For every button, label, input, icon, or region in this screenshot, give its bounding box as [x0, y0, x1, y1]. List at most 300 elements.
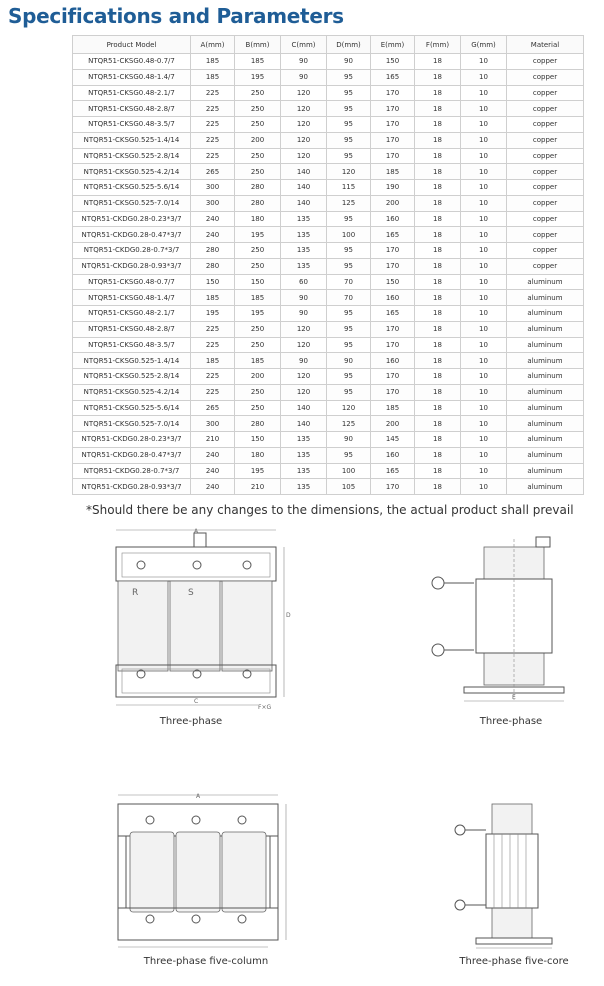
table-cell: 240 — [191, 463, 235, 479]
table-cell: NTQR51-CKSG0.48-2.8/7 — [73, 101, 191, 117]
table-cell: 18 — [415, 195, 461, 211]
table-cell: 90 — [281, 54, 327, 70]
table-cell: 140 — [281, 164, 327, 180]
table-cell: 200 — [371, 416, 415, 432]
table-cell: 225 — [191, 117, 235, 133]
table-cell: NTQR51-CKDG0.28-0.47*3/7 — [73, 447, 191, 463]
table-cell: 170 — [371, 117, 415, 133]
table-cell: aluminum — [507, 321, 584, 337]
table-cell: 150 — [191, 274, 235, 290]
table-row — [73, 353, 584, 369]
table-cell: 165 — [371, 463, 415, 479]
table-cell: NTQR51-CKSG0.525-5.6/14 — [73, 400, 191, 416]
table-cell: 18 — [415, 258, 461, 274]
table-row — [73, 117, 584, 133]
table-cell: aluminum — [507, 337, 584, 353]
table-cell: 95 — [327, 321, 371, 337]
table-row — [73, 321, 584, 337]
table-cell: 18 — [415, 274, 461, 290]
column-header: C(mm) — [281, 36, 327, 54]
table-cell: 160 — [371, 447, 415, 463]
table-cell: 250 — [235, 164, 281, 180]
table-cell: 195 — [235, 306, 281, 322]
three-phase-five-core-diagram — [446, 800, 566, 950]
table-row — [73, 400, 584, 416]
column-header: E(mm) — [371, 36, 415, 54]
table-cell: 225 — [191, 132, 235, 148]
table-row — [73, 54, 584, 70]
table-cell: 90 — [281, 306, 327, 322]
table-cell: 18 — [415, 463, 461, 479]
caption-three-phase-five-column: Three-phase five-column — [143, 956, 269, 967]
table-cell: copper — [507, 227, 584, 243]
table-cell: 195 — [235, 69, 281, 85]
table-cell: copper — [507, 117, 584, 133]
table-cell: NTQR51-CKSG0.525-1.4/14 — [73, 353, 191, 369]
table-cell: NTQR51-CKSG0.48-1.4/7 — [73, 69, 191, 85]
table-cell: NTQR51-CKSG0.48-1.4/7 — [73, 290, 191, 306]
table-cell: 10 — [461, 384, 507, 400]
table-cell: 115 — [327, 180, 371, 196]
table-cell: 280 — [235, 416, 281, 432]
table-cell: 195 — [191, 306, 235, 322]
table-cell: 185 — [235, 290, 281, 306]
table-cell: NTQR51-CKDG0.28-0.7*3/7 — [73, 463, 191, 479]
table-cell: 18 — [415, 180, 461, 196]
table-cell: 18 — [415, 306, 461, 322]
table-cell: 280 — [191, 243, 235, 259]
table-cell: 18 — [415, 447, 461, 463]
table-cell: 10 — [461, 290, 507, 306]
table-cell: 250 — [235, 400, 281, 416]
column-header: A(mm) — [191, 36, 235, 54]
table-cell: 95 — [327, 337, 371, 353]
table-cell: copper — [507, 148, 584, 164]
table-cell: 18 — [415, 479, 461, 495]
table-cell: NTQR51-CKSG0.525-7.0/14 — [73, 195, 191, 211]
table-cell: 250 — [235, 148, 281, 164]
table-row — [73, 85, 584, 101]
table-cell: 18 — [415, 117, 461, 133]
table-cell: 185 — [191, 353, 235, 369]
table-cell: 18 — [415, 353, 461, 369]
table-cell: 240 — [191, 211, 235, 227]
table-cell: 18 — [415, 416, 461, 432]
table-cell: 90 — [327, 432, 371, 448]
table-cell: 280 — [235, 195, 281, 211]
table-cell: 170 — [371, 479, 415, 495]
table-cell: copper — [507, 85, 584, 101]
table-cell: copper — [507, 195, 584, 211]
table-cell: 185 — [191, 69, 235, 85]
table-cell: 70 — [327, 274, 371, 290]
table-cell: aluminum — [507, 432, 584, 448]
table-cell: 140 — [281, 180, 327, 196]
table-cell: 95 — [327, 117, 371, 133]
table-cell: 10 — [461, 227, 507, 243]
table-cell: 90 — [281, 353, 327, 369]
table-cell: 150 — [371, 54, 415, 70]
table-cell: NTQR51-CKSG0.48-3.5/7 — [73, 117, 191, 133]
table-cell: 135 — [281, 243, 327, 259]
table-cell: 10 — [461, 243, 507, 259]
table-cell: 18 — [415, 227, 461, 243]
table-cell: 280 — [191, 258, 235, 274]
table-cell: copper — [507, 164, 584, 180]
table-cell: 185 — [191, 54, 235, 70]
table-cell: 225 — [191, 384, 235, 400]
table-row — [73, 337, 584, 353]
table-row — [73, 416, 584, 432]
table-row — [73, 258, 584, 274]
table-cell: 170 — [371, 384, 415, 400]
table-cell: aluminum — [507, 416, 584, 432]
table-cell: NTQR51-CKSG0.48-0.7/7 — [73, 274, 191, 290]
table-row — [73, 148, 584, 164]
caption-three-phase-five-core: Three-phase five-core — [459, 956, 569, 967]
three-phase-front-diagram — [108, 527, 298, 712]
dimension-note: *Should there be any changes to the dimensions, the actual product shall prevail — [86, 503, 574, 517]
column-header: B(mm) — [235, 36, 281, 54]
table-cell: 95 — [327, 384, 371, 400]
table-cell: 250 — [235, 243, 281, 259]
column-header: Material — [507, 36, 584, 54]
table-cell: 95 — [327, 101, 371, 117]
table-cell: 10 — [461, 416, 507, 432]
table-cell: 120 — [281, 85, 327, 101]
table-cell: 185 — [235, 353, 281, 369]
dim-label-fg: F×G — [258, 704, 272, 711]
table-cell: 150 — [235, 274, 281, 290]
table-cell: 135 — [281, 447, 327, 463]
table-cell: copper — [507, 132, 584, 148]
table-cell: NTQR51-CKDG0.28-0.93*3/7 — [73, 479, 191, 495]
table-cell: 250 — [235, 258, 281, 274]
table-cell: 10 — [461, 274, 507, 290]
table-cell: 250 — [235, 321, 281, 337]
table-cell: 225 — [191, 369, 235, 385]
table-cell: 140 — [281, 416, 327, 432]
table-cell: aluminum — [507, 479, 584, 495]
table-cell: 120 — [281, 369, 327, 385]
table-cell: 10 — [461, 132, 507, 148]
page-title: Specifications and Parameters — [8, 4, 344, 28]
table-cell: 18 — [415, 85, 461, 101]
dim-label-e: E — [512, 694, 516, 701]
table-cell: 250 — [235, 384, 281, 400]
table-cell: 10 — [461, 69, 507, 85]
table-cell: 70 — [327, 290, 371, 306]
table-cell: copper — [507, 54, 584, 70]
caption-three-phase-side: Three-phase — [479, 716, 543, 727]
table-cell: copper — [507, 101, 584, 117]
table-cell: 190 — [371, 180, 415, 196]
table-cell: NTQR51-CKDG0.28-0.93*3/7 — [73, 258, 191, 274]
table-cell: aluminum — [507, 463, 584, 479]
table-cell: 200 — [371, 195, 415, 211]
table-cell: 100 — [327, 227, 371, 243]
table-cell: 210 — [191, 432, 235, 448]
table-cell: 225 — [191, 148, 235, 164]
table-cell: NTQR51-CKSG0.525-5.6/14 — [73, 180, 191, 196]
dim-label-c: C — [194, 698, 199, 705]
table-cell: 280 — [235, 180, 281, 196]
table-row — [73, 180, 584, 196]
table-cell: 10 — [461, 148, 507, 164]
table-cell: aluminum — [507, 369, 584, 385]
table-cell: NTQR51-CKSG0.525-4.2/14 — [73, 164, 191, 180]
table-cell: 165 — [371, 227, 415, 243]
table-cell: 180 — [235, 211, 281, 227]
table-cell: 195 — [235, 463, 281, 479]
column-header: D(mm) — [327, 36, 371, 54]
table-cell: 200 — [235, 369, 281, 385]
table-cell: 240 — [191, 479, 235, 495]
table-cell: NTQR51-CKSG0.525-1.4/14 — [73, 132, 191, 148]
table-cell: 95 — [327, 258, 371, 274]
table-cell: copper — [507, 243, 584, 259]
table-cell: 210 — [235, 479, 281, 495]
table-cell: 120 — [327, 164, 371, 180]
table-cell: NTQR51-CKSG0.48-2.1/7 — [73, 85, 191, 101]
table-cell: aluminum — [507, 400, 584, 416]
three-phase-five-column-diagram — [108, 792, 298, 952]
table-cell: 150 — [371, 274, 415, 290]
table-cell: 10 — [461, 353, 507, 369]
table-cell: 18 — [415, 54, 461, 70]
table-cell: copper — [507, 258, 584, 274]
table-cell: 10 — [461, 447, 507, 463]
table-cell: NTQR51-CKSG0.525-2.8/14 — [73, 148, 191, 164]
table-cell: 120 — [281, 101, 327, 117]
table-cell: 240 — [191, 447, 235, 463]
table-cell: NTQR51-CKSG0.525-4.2/14 — [73, 384, 191, 400]
table-cell: 18 — [415, 164, 461, 180]
table-cell: 265 — [191, 164, 235, 180]
column-header: F(mm) — [415, 36, 461, 54]
table-cell: 95 — [327, 211, 371, 227]
dim-label-a-2: A — [196, 793, 201, 800]
table-cell: 60 — [281, 274, 327, 290]
table-cell: 170 — [371, 101, 415, 117]
table-cell: 150 — [235, 432, 281, 448]
table-cell: aluminum — [507, 290, 584, 306]
table-cell: 100 — [327, 463, 371, 479]
dim-label-d: D — [286, 612, 291, 619]
table-cell: 95 — [327, 243, 371, 259]
table-row — [73, 132, 584, 148]
table-cell: 160 — [371, 353, 415, 369]
table-cell: 165 — [371, 69, 415, 85]
table-cell: 125 — [327, 416, 371, 432]
table-cell: 18 — [415, 369, 461, 385]
table-cell: 170 — [371, 132, 415, 148]
table-cell: 120 — [281, 117, 327, 133]
table-cell: NTQR51-CKDG0.28-0.23*3/7 — [73, 432, 191, 448]
table-cell: aluminum — [507, 306, 584, 322]
table-cell: 195 — [235, 227, 281, 243]
three-phase-side-diagram — [424, 535, 574, 705]
table-header-row — [73, 36, 584, 54]
table-cell: 10 — [461, 337, 507, 353]
table-cell: 265 — [191, 400, 235, 416]
table-cell: 135 — [281, 432, 327, 448]
table-cell: 10 — [461, 306, 507, 322]
table-cell: 225 — [191, 337, 235, 353]
terminal-label-r: R — [132, 588, 139, 598]
table-cell: 18 — [415, 69, 461, 85]
table-cell: 10 — [461, 195, 507, 211]
column-header: G(mm) — [461, 36, 507, 54]
table-cell: 140 — [281, 400, 327, 416]
table-cell: 185 — [235, 54, 281, 70]
table-cell: 18 — [415, 432, 461, 448]
table-cell: NTQR51-CKDG0.28-0.47*3/7 — [73, 227, 191, 243]
table-cell: 10 — [461, 321, 507, 337]
table-cell: 10 — [461, 369, 507, 385]
table-cell: aluminum — [507, 274, 584, 290]
table-cell: 18 — [415, 211, 461, 227]
table-cell: 18 — [415, 148, 461, 164]
table-cell: 95 — [327, 85, 371, 101]
spec-table — [72, 35, 584, 495]
table-cell: 170 — [371, 321, 415, 337]
table-cell: 170 — [371, 148, 415, 164]
table-cell: NTQR51-CKDG0.28-0.23*3/7 — [73, 211, 191, 227]
table-cell: 135 — [281, 258, 327, 274]
table-row — [73, 69, 584, 85]
table-cell: 18 — [415, 384, 461, 400]
table-cell: 170 — [371, 337, 415, 353]
table-body — [73, 54, 584, 495]
table-cell: 120 — [281, 321, 327, 337]
table-row — [73, 243, 584, 259]
terminal-label-s: S — [188, 588, 194, 598]
table-cell: 185 — [371, 164, 415, 180]
table-cell: 120 — [281, 148, 327, 164]
table-cell: NTQR51-CKSG0.48-2.8/7 — [73, 321, 191, 337]
table-cell: 18 — [415, 290, 461, 306]
table-cell: NTQR51-CKDG0.28-0.7*3/7 — [73, 243, 191, 259]
table-cell: 185 — [191, 290, 235, 306]
table-cell: 95 — [327, 447, 371, 463]
table-cell: 95 — [327, 132, 371, 148]
table-cell: NTQR51-CKSG0.48-3.5/7 — [73, 337, 191, 353]
table-cell: 95 — [327, 69, 371, 85]
table-cell: 200 — [235, 132, 281, 148]
table-cell: 10 — [461, 258, 507, 274]
table-cell: 18 — [415, 132, 461, 148]
table-cell: 10 — [461, 54, 507, 70]
table-row — [73, 101, 584, 117]
table-cell: NTQR51-CKSG0.525-2.8/14 — [73, 369, 191, 385]
table-cell: 250 — [235, 337, 281, 353]
table-cell: 300 — [191, 416, 235, 432]
table-cell: 95 — [327, 148, 371, 164]
table-cell: 170 — [371, 258, 415, 274]
table-cell: 135 — [281, 479, 327, 495]
table-cell: 180 — [235, 447, 281, 463]
table-cell: aluminum — [507, 447, 584, 463]
table-row — [73, 479, 584, 495]
table-cell: 18 — [415, 243, 461, 259]
table-row — [73, 274, 584, 290]
table-cell: 300 — [191, 195, 235, 211]
table-cell: 105 — [327, 479, 371, 495]
table-cell: 185 — [371, 400, 415, 416]
table-cell: copper — [507, 69, 584, 85]
table-row — [73, 164, 584, 180]
table-cell: 10 — [461, 117, 507, 133]
table-cell: 170 — [371, 85, 415, 101]
table-cell: 225 — [191, 101, 235, 117]
table-cell: 145 — [371, 432, 415, 448]
table-cell: 18 — [415, 101, 461, 117]
table-cell: 90 — [281, 69, 327, 85]
table-cell: 225 — [191, 321, 235, 337]
table-cell: 10 — [461, 180, 507, 196]
table-cell: 10 — [461, 400, 507, 416]
table-cell: 140 — [281, 195, 327, 211]
table-cell: NTQR51-CKSG0.525-7.0/14 — [73, 416, 191, 432]
dim-label-a: A — [194, 528, 199, 535]
table-cell: aluminum — [507, 384, 584, 400]
table-cell: 250 — [235, 117, 281, 133]
table-row — [73, 432, 584, 448]
table-cell: 240 — [191, 227, 235, 243]
table-cell: 160 — [371, 290, 415, 306]
table-cell: 300 — [191, 180, 235, 196]
table-row — [73, 227, 584, 243]
table-cell: 135 — [281, 227, 327, 243]
table-cell: 225 — [191, 85, 235, 101]
table-cell: 10 — [461, 101, 507, 117]
table-cell: 250 — [235, 85, 281, 101]
table-cell: NTQR51-CKSG0.48-0.7/7 — [73, 54, 191, 70]
caption-three-phase-front: Three-phase — [159, 716, 223, 727]
table-cell: 10 — [461, 164, 507, 180]
column-header: Product Model — [73, 36, 191, 54]
table-cell: 170 — [371, 369, 415, 385]
table-cell: copper — [507, 211, 584, 227]
table-cell: 90 — [327, 54, 371, 70]
table-row — [73, 211, 584, 227]
table-row — [73, 195, 584, 211]
table-cell: 120 — [281, 384, 327, 400]
table-cell: 10 — [461, 479, 507, 495]
table-cell: 120 — [327, 400, 371, 416]
table-cell: aluminum — [507, 353, 584, 369]
table-cell: 95 — [327, 369, 371, 385]
table-cell: 120 — [281, 337, 327, 353]
table-row — [73, 447, 584, 463]
table-cell: 10 — [461, 211, 507, 227]
table-cell: 10 — [461, 85, 507, 101]
table-cell: 90 — [281, 290, 327, 306]
table-cell: 120 — [281, 132, 327, 148]
table-cell: NTQR51-CKSG0.48-2.1/7 — [73, 306, 191, 322]
table-cell: 125 — [327, 195, 371, 211]
table-cell: 135 — [281, 463, 327, 479]
table-cell: 250 — [235, 101, 281, 117]
table-cell: 10 — [461, 432, 507, 448]
table-cell: 10 — [461, 463, 507, 479]
table-cell: copper — [507, 180, 584, 196]
table-cell: 95 — [327, 306, 371, 322]
table-cell: 135 — [281, 211, 327, 227]
table-cell: 18 — [415, 400, 461, 416]
table-cell: 160 — [371, 211, 415, 227]
